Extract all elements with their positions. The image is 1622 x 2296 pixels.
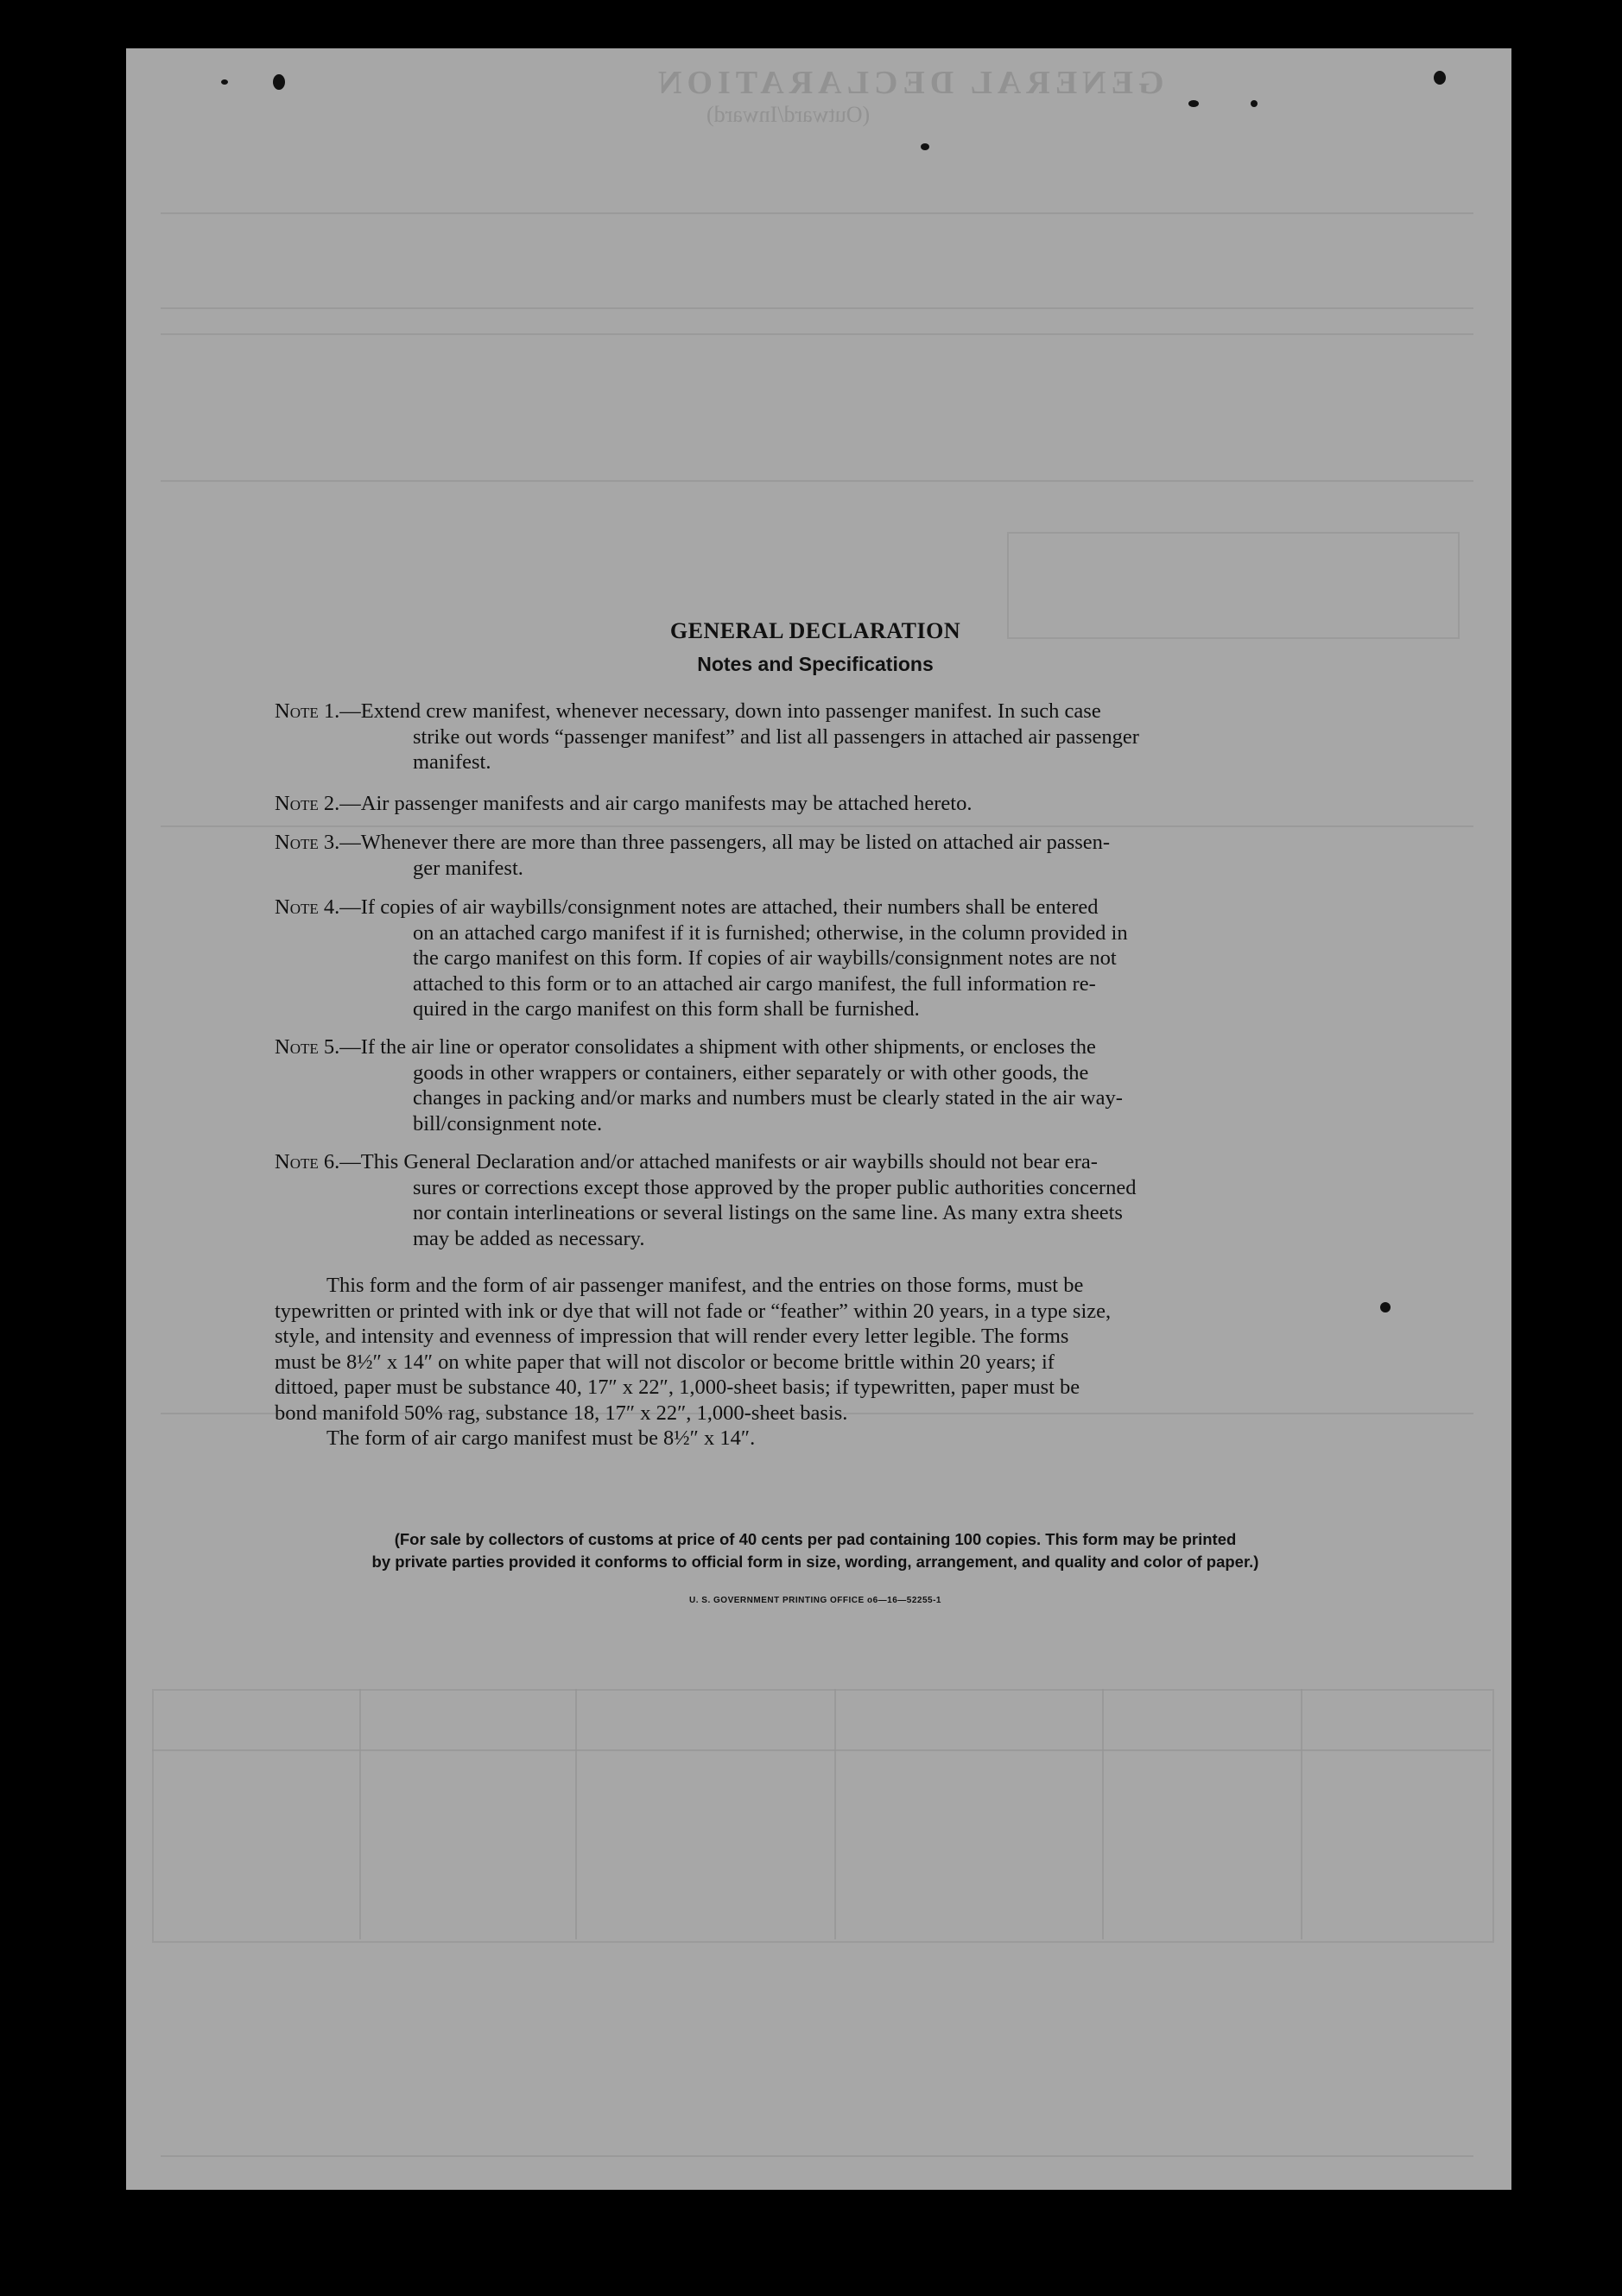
note-text-line: This General Declaration and/or attached manifests or air waybills should not bear era- <box>360 1150 1098 1173</box>
ink-speck <box>1380 1302 1391 1312</box>
printing-office-imprint: U. S. GOVERNMENT PRINTING OFFICE o6—16—52255-1 <box>689 1596 941 1605</box>
show-through-column <box>575 1689 577 1939</box>
sale-note-line: (For sale by collectors of customs at price of 40 cents per pad containing 100 copies. This form may be printed <box>394 1530 1237 1548</box>
note-text-line: Whenever there are more than three passengers, all may be listed on attached air passen- <box>360 831 1111 854</box>
note-text-line: sures or corrections except those approved by the proper public authorities concerned <box>413 1175 1137 1199</box>
note-text-line: goods in other wrappers or containers, either separately or with other goods, the <box>413 1060 1089 1085</box>
show-through-column <box>1102 1689 1104 1939</box>
note-label: Note 1. <box>275 699 340 723</box>
note-3: Note 3.—Whenever there are more than three passengers, all may be listed on attached air passen- ger manifest. <box>275 830 1356 881</box>
specification-line: typewritten or printed with ink or dye that will not fade or “feather” within 20 years, in a type size, <box>275 1299 1112 1323</box>
note-text-line: the cargo manifest on this form. If copies of air waybills/consignment notes are not <box>413 946 1117 970</box>
note-5: Note 5.—If the air line or operator consolidates a shipment with other shipments, or encloses the goods in other wrappers or containers, either separately or with other goods, the changes in packing and/or marks and numbers must be clearly stated in the air way- bill/consignment note. <box>275 1034 1356 1136</box>
show-through-rule <box>161 212 1473 214</box>
scanned-page <box>126 48 1511 2190</box>
note-text-line: changes in packing and/or marks and numbers must be clearly stated in the air way- <box>413 1086 1123 1110</box>
document-subtitle: Notes and Specifications <box>697 653 934 675</box>
note-text-line: Extend crew manifest, whenever necessary, down into passenger manifest. In such case <box>360 699 1101 723</box>
note-text-line: quired in the cargo manifest on this form shall be furnished. <box>413 997 920 1021</box>
show-through-rule <box>161 2155 1473 2157</box>
note-label: Note 4. <box>275 895 340 919</box>
show-through-column <box>359 1689 361 1939</box>
note-4: Note 4.—If copies of air waybills/consignment notes are attached, their numbers shall be entered on an attached cargo manifest if it is furnished; otherwise, in the column provided in the cargo manifest on this form. If copies of air waybills/consignment notes are not attached to this form or to an attached air cargo manifest, the full information re- quired in the cargo manifest on this form shall be furnished. <box>275 895 1356 1022</box>
note-text-line: Air passenger manifests and air cargo manifests may be attached hereto. <box>360 792 973 815</box>
ink-speck <box>1434 71 1446 85</box>
note-2: Note 2.—Air passenger manifests and air cargo manifests may be attached hereto. <box>275 792 973 815</box>
show-through-rule <box>161 825 1473 827</box>
note-label: Note 2. <box>275 792 340 815</box>
note-text-line: strike out words “passenger manifest” and list all passengers in attached air passenger <box>413 724 1139 749</box>
specification-line: must be 8½″ x 14″ on white paper that will not discolor or become brittle within 20 years; if <box>275 1350 1055 1374</box>
note-text-line: bill/consignment note. <box>413 1111 603 1135</box>
show-through-column <box>1301 1689 1302 1939</box>
show-through-rule <box>161 480 1473 482</box>
specification-line: bond manifold 50% rag, substance 18, 17″ x 22″, 1,000-sheet basis. <box>275 1401 848 1425</box>
note-label: Note 5. <box>275 1035 340 1059</box>
ink-speck <box>921 143 929 150</box>
show-through-title: GENERAL DECLARATION <box>653 65 1164 101</box>
show-through-rule <box>161 333 1473 335</box>
ink-speck <box>273 74 285 90</box>
show-through-table <box>152 1689 1494 1943</box>
note-text-line: may be added as necessary. <box>413 1226 645 1250</box>
note-text-line: If the air line or operator consolidates a shipment with other shipments, or encloses the <box>360 1035 1096 1059</box>
note-text-line: ger manifest. <box>413 856 523 880</box>
ink-speck <box>1188 100 1199 107</box>
sale-note <box>275 1528 1356 1573</box>
note-label: Note 6. <box>275 1150 340 1173</box>
ink-speck <box>221 79 228 85</box>
specification-paragraph <box>275 1273 1356 1452</box>
show-through-subtitle: (Outward/Inward) <box>706 102 871 127</box>
sale-note-line: by private parties provided it conforms to official form in size, wording, arrangement, and quality and color of paper.) <box>371 1553 1259 1571</box>
specification-line: style, and intensity and evenness of impression that will render every letter legible. The forms <box>275 1325 1069 1348</box>
document-title: GENERAL DECLARATION <box>669 618 961 643</box>
note-1: Note 1.—Extend crew manifest, whenever necessary, down into passenger manifest. In such case strike out words “passenger manifest” and list all passengers in attached air passenger manifest. <box>275 699 1356 775</box>
specification-line: dittoed, paper must be substance 40, 17″ x 22″, 1,000-sheet basis; if typewritten, paper must be <box>275 1376 1080 1399</box>
note-text-line: If copies of air waybills/consignment notes are attached, their numbers shall be entered <box>360 895 1099 919</box>
ink-speck <box>1251 100 1258 107</box>
note-text-line: nor contain interlineations or several listings on the same line. As many extra sheets <box>413 1201 1123 1224</box>
note-text-line: manifest. <box>413 750 491 774</box>
note-label: Note 3. <box>275 831 340 854</box>
note-text-line: on an attached cargo manifest if it is furnished; otherwise, in the column provided in <box>413 920 1128 945</box>
note-text-line: attached to this form or to an attached air cargo manifest, the full information re- <box>413 971 1096 996</box>
show-through-column <box>834 1689 836 1939</box>
note-6: Note 6.—This General Declaration and/or attached manifests or air waybills should not bear era- sures or corrections except those approved by the proper public authorities concerned nor contain interlineations or several listings on the same line. As many extra sheets may be added as necessary. <box>275 1149 1356 1251</box>
specification-line: This form and the form of air passenger manifest, and the entries on those forms, must be <box>326 1274 1084 1297</box>
show-through-rule <box>161 307 1473 309</box>
show-through-rule <box>152 1749 1491 1751</box>
cargo-size-line: The form of air cargo manifest must be 8½″ x 14″. <box>326 1426 756 1450</box>
